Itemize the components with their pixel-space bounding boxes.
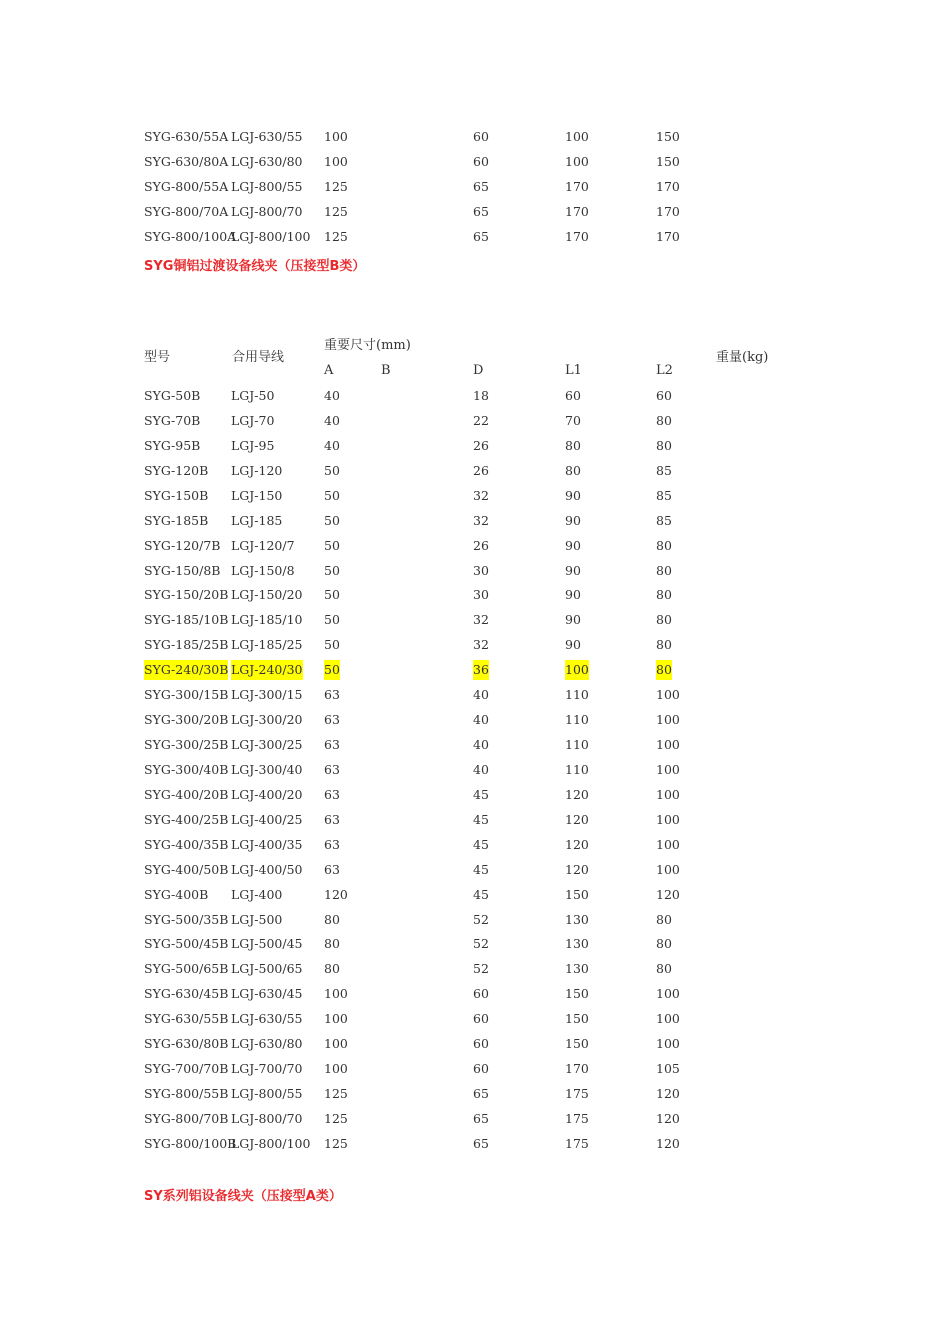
model-cell: SYG-800/100B [144, 1135, 237, 1151]
a-cell: 50 [324, 587, 340, 603]
a-cell: 50 [324, 612, 340, 628]
model-cell: SYG-240/30B [144, 660, 228, 680]
d-cell: 30 [473, 562, 489, 578]
table-row [0, 536, 950, 556]
a-cell: 63 [324, 811, 340, 827]
model-cell: SYG-300/20B [144, 712, 229, 728]
a-cell: 125 [324, 1086, 348, 1102]
table-row [0, 561, 950, 581]
a-cell: 63 [324, 836, 340, 852]
d-cell: 45 [473, 886, 489, 902]
l2-cell: 150 [656, 129, 680, 144]
a-cell: 50 [324, 637, 340, 653]
l2-cell: 80 [656, 911, 672, 927]
d-cell: 52 [473, 911, 489, 927]
l1-cell: 80 [565, 437, 581, 453]
conductor-cell: LGJ-120 [231, 462, 283, 478]
l1-cell: 110 [565, 712, 589, 728]
d-cell: 60 [473, 986, 489, 1002]
a-cell: 63 [324, 761, 340, 777]
l1-cell: 90 [565, 637, 581, 653]
l1-cell: 110 [565, 761, 589, 777]
a-cell: 100 [324, 1011, 348, 1027]
a-cell: 63 [324, 737, 340, 753]
conductor-cell: LGJ-400 [231, 886, 283, 902]
d-cell: 26 [473, 537, 489, 553]
conductor-cell: LGJ-70 [231, 412, 275, 428]
table-row [0, 1009, 950, 1029]
d-cell: 60 [473, 1011, 489, 1027]
l2-cell: 80 [656, 660, 672, 680]
d-cell: 40 [473, 687, 489, 703]
a-cell: 100 [324, 1061, 348, 1077]
l1-cell: 120 [565, 836, 589, 852]
l1-cell: 130 [565, 961, 589, 977]
a-cell: 40 [324, 412, 340, 428]
l2-cell: 80 [656, 637, 672, 653]
conductor-cell: LGJ-700/70 [231, 1061, 303, 1077]
l2-cell: 170 [656, 203, 680, 219]
l2-cell: 85 [656, 487, 672, 503]
a-cell: 50 [324, 512, 340, 528]
conductor-cell: LGJ-50 [231, 388, 275, 403]
d-cell: 52 [473, 961, 489, 977]
d-cell: 60 [473, 153, 489, 169]
table-row [0, 461, 950, 481]
conductor-cell: LGJ-120/7 [231, 537, 295, 553]
l2-cell: 80 [656, 612, 672, 628]
l2-cell: 80 [656, 587, 672, 603]
a-cell: 100 [324, 986, 348, 1002]
d-cell: 26 [473, 462, 489, 478]
l1-cell: 100 [565, 153, 589, 169]
conductor-cell: LGJ-500/45 [231, 936, 303, 952]
model-cell: SYG-120B [144, 462, 209, 478]
l2-cell: 100 [656, 861, 680, 877]
table-row [0, 735, 950, 755]
l2-cell: 85 [656, 512, 672, 528]
model-cell: SYG-500/45B [144, 936, 229, 952]
l1-cell: 100 [565, 129, 589, 144]
conductor-cell: LGJ-630/80 [231, 153, 303, 169]
a-cell: 40 [324, 388, 340, 403]
a-cell: 80 [324, 961, 340, 977]
a-cell: 125 [324, 203, 348, 219]
a-cell: 100 [324, 129, 348, 144]
l1-cell: 120 [565, 861, 589, 877]
model-cell: SYG-630/80A [144, 153, 229, 169]
model-cell: SYG-630/55B [144, 1011, 229, 1027]
a-cell: 50 [324, 660, 340, 680]
model-cell: SYG-400/25B [144, 811, 229, 827]
a-cell: 80 [324, 911, 340, 927]
table-row [0, 810, 950, 830]
model-cell: SYG-630/80B [144, 1036, 229, 1052]
table-row [0, 177, 950, 197]
model-cell: SYG-800/70A [144, 203, 229, 219]
d-cell: 65 [473, 228, 489, 244]
a-cell: 100 [324, 153, 348, 169]
l2-cell: 120 [656, 1135, 680, 1151]
model-cell: SYG-630/55A [144, 129, 229, 144]
conductor-cell: LGJ-630/80 [231, 1036, 303, 1052]
model-cell: SYG-300/40B [144, 761, 229, 777]
a-cell: 50 [324, 462, 340, 478]
l1-cell: 170 [565, 228, 589, 244]
l2-cell: 100 [656, 712, 680, 728]
conductor-cell: LGJ-300/20 [231, 712, 303, 728]
l2-cell: 80 [656, 961, 672, 977]
model-cell: SYG-800/70B [144, 1110, 229, 1126]
table-row [0, 984, 950, 1004]
l2-cell: 80 [656, 562, 672, 578]
l1-cell: 120 [565, 786, 589, 802]
l1-cell: 150 [565, 1036, 589, 1052]
header-b: B [381, 363, 391, 378]
conductor-cell: LGJ-400/25 [231, 811, 303, 827]
model-cell: SYG-95B [144, 437, 201, 453]
table-row [0, 227, 950, 247]
header-weight: 重量(kg) [716, 350, 769, 365]
table-row [0, 1134, 950, 1154]
model-cell: SYG-500/65B [144, 961, 229, 977]
model-cell: SYG-50B [144, 388, 201, 403]
l1-cell: 90 [565, 587, 581, 603]
l2-cell: 100 [656, 1011, 680, 1027]
table-row [0, 585, 950, 605]
a-cell: 120 [324, 886, 348, 902]
model-cell: SYG-185/10B [144, 612, 229, 628]
model-cell: SYG-400/35B [144, 836, 229, 852]
model-cell: SYG-500/35B [144, 911, 229, 927]
table-row [0, 835, 950, 855]
l2-cell: 105 [656, 1061, 680, 1077]
conductor-cell: LGJ-240/30 [231, 660, 303, 680]
conductor-cell: LGJ-400/20 [231, 786, 303, 802]
model-cell: SYG-700/70B [144, 1061, 229, 1077]
l1-cell: 90 [565, 537, 581, 553]
l1-cell: 150 [565, 886, 589, 902]
d-cell: 32 [473, 612, 489, 628]
conductor-cell: LGJ-300/40 [231, 761, 303, 777]
l1-cell: 170 [565, 1061, 589, 1077]
d-cell: 22 [473, 412, 489, 428]
conductor-cell: LGJ-185 [231, 512, 283, 528]
conductor-cell: LGJ-800/55 [231, 178, 303, 194]
conductor-cell: LGJ-800/100 [231, 1135, 311, 1151]
d-cell: 32 [473, 637, 489, 653]
l1-cell: 130 [565, 936, 589, 952]
d-cell: 65 [473, 1110, 489, 1126]
conductor-cell: LGJ-300/15 [231, 687, 303, 703]
header-d: D [473, 363, 484, 378]
l2-cell: 100 [656, 1036, 680, 1052]
d-cell: 65 [473, 1135, 489, 1151]
table-row [0, 910, 950, 930]
l2-cell: 120 [656, 1110, 680, 1126]
model-cell: SYG-70B [144, 412, 201, 428]
d-cell: 32 [473, 487, 489, 503]
d-cell: 40 [473, 761, 489, 777]
model-cell: SYG-800/100A [144, 228, 237, 244]
l1-cell: 150 [565, 1011, 589, 1027]
d-cell: 65 [473, 178, 489, 194]
d-cell: 40 [473, 712, 489, 728]
conductor-cell: LGJ-800/55 [231, 1086, 303, 1102]
d-cell: 45 [473, 811, 489, 827]
l2-cell: 100 [656, 836, 680, 852]
table-row [0, 934, 950, 954]
table-row [0, 885, 950, 905]
header-l1: L1 [565, 363, 582, 378]
table-row [0, 610, 950, 630]
a-cell: 125 [324, 1110, 348, 1126]
d-cell: 45 [473, 861, 489, 877]
a-cell: 100 [324, 1036, 348, 1052]
conductor-cell: LGJ-800/70 [231, 203, 303, 219]
header-conductor: 合用导线 [232, 350, 285, 365]
model-cell: SYG-120/7B [144, 537, 221, 553]
l1-cell: 130 [565, 911, 589, 927]
l1-cell: 90 [565, 512, 581, 528]
d-cell: 60 [473, 1061, 489, 1077]
table-row [0, 511, 950, 531]
conductor-cell: LGJ-150 [231, 487, 283, 503]
model-cell: SYG-150/20B [144, 587, 229, 603]
table-row [0, 760, 950, 780]
a-cell: 63 [324, 687, 340, 703]
table-row [0, 710, 950, 730]
conductor-cell: LGJ-185/10 [231, 612, 303, 628]
l2-cell: 100 [656, 786, 680, 802]
l1-cell: 80 [565, 462, 581, 478]
l2-cell: 100 [656, 737, 680, 753]
conductor-cell: LGJ-630/45 [231, 986, 303, 1002]
d-cell: 40 [473, 737, 489, 753]
header-dims-group: 重要尺寸(mm) [324, 338, 411, 353]
d-cell: 18 [473, 388, 489, 403]
conductor-cell: LGJ-150/20 [231, 587, 303, 603]
table-row [0, 436, 950, 456]
table-row [0, 152, 950, 172]
header-model: 型号 [144, 350, 171, 365]
l2-cell: 100 [656, 811, 680, 827]
conductor-cell: LGJ-400/35 [231, 836, 303, 852]
l2-cell: 120 [656, 1086, 680, 1102]
table-row [0, 1059, 950, 1079]
l1-cell: 110 [565, 687, 589, 703]
d-cell: 45 [473, 786, 489, 802]
model-cell: SYG-150B [144, 487, 209, 503]
table-row [0, 1034, 950, 1054]
conductor-cell: LGJ-630/55 [231, 1011, 303, 1027]
l2-cell: 80 [656, 936, 672, 952]
a-cell: 63 [324, 786, 340, 802]
table-row [0, 486, 950, 506]
l1-cell: 70 [565, 412, 581, 428]
table-row [0, 411, 950, 431]
a-cell: 40 [324, 437, 340, 453]
table-row [0, 860, 950, 880]
d-cell: 32 [473, 512, 489, 528]
d-cell: 65 [473, 1086, 489, 1102]
a-cell: 80 [324, 936, 340, 952]
l2-cell: 100 [656, 687, 680, 703]
conductor-cell: LGJ-500 [231, 911, 283, 927]
d-cell: 45 [473, 836, 489, 852]
model-cell: SYG-150/8B [144, 562, 221, 578]
model-cell: SYG-400/20B [144, 786, 229, 802]
l1-cell: 120 [565, 811, 589, 827]
table-row [0, 386, 950, 406]
model-cell: SYG-800/55A [144, 178, 229, 194]
l1-cell: 175 [565, 1110, 589, 1126]
conductor-cell: LGJ-800/70 [231, 1110, 303, 1126]
l2-cell: 170 [656, 178, 680, 194]
a-cell: 50 [324, 537, 340, 553]
l2-cell: 80 [656, 412, 672, 428]
model-cell: SYG-400B [144, 886, 209, 902]
model-cell: SYG-300/25B [144, 737, 229, 753]
model-cell: SYG-185B [144, 512, 209, 528]
table-row [0, 685, 950, 705]
l2-cell: 150 [656, 153, 680, 169]
model-cell: SYG-185/25B [144, 637, 229, 653]
l2-cell: 80 [656, 437, 672, 453]
model-cell: SYG-800/55B [144, 1086, 229, 1102]
d-cell: 60 [473, 129, 489, 144]
d-cell: 36 [473, 660, 489, 680]
l1-cell: 90 [565, 562, 581, 578]
model-cell: SYG-630/45B [144, 986, 229, 1002]
a-cell: 50 [324, 562, 340, 578]
l2-cell: 170 [656, 228, 680, 244]
l2-cell: 100 [656, 761, 680, 777]
l2-cell: 80 [656, 537, 672, 553]
conductor-cell: LGJ-150/8 [231, 562, 295, 578]
d-cell: 60 [473, 1036, 489, 1052]
table-row [0, 660, 950, 680]
a-cell: 125 [324, 228, 348, 244]
header-l2: L2 [656, 363, 673, 378]
table-row [0, 959, 950, 979]
conductor-cell: LGJ-500/65 [231, 961, 303, 977]
d-cell: 26 [473, 437, 489, 453]
conductor-cell: LGJ-300/25 [231, 737, 303, 753]
a-cell: 63 [324, 712, 340, 728]
conductor-cell: LGJ-630/55 [231, 129, 303, 144]
model-cell: SYG-300/15B [144, 687, 229, 703]
l1-cell: 150 [565, 986, 589, 1002]
section-b-title: SYG铜铝过渡设备线夹（压接型B类） [144, 259, 366, 274]
conductor-cell: LGJ-185/25 [231, 637, 303, 653]
l1-cell: 175 [565, 1086, 589, 1102]
table-row [0, 635, 950, 655]
table-row [0, 785, 950, 805]
table-row [0, 1109, 950, 1129]
d-cell: 30 [473, 587, 489, 603]
a-cell: 125 [324, 1135, 348, 1151]
l1-cell: 60 [565, 388, 581, 403]
l1-cell: 90 [565, 612, 581, 628]
header-a: A [324, 363, 334, 378]
table-row [0, 127, 950, 147]
l1-cell: 110 [565, 737, 589, 753]
table-row [0, 202, 950, 222]
l1-cell: 170 [565, 203, 589, 219]
model-cell: SYG-400/50B [144, 861, 229, 877]
l2-cell: 120 [656, 886, 680, 902]
l1-cell: 170 [565, 178, 589, 194]
l2-cell: 60 [656, 388, 672, 403]
a-cell: 125 [324, 178, 348, 194]
conductor-cell: LGJ-400/50 [231, 861, 303, 877]
l1-cell: 100 [565, 660, 589, 680]
conductor-cell: LGJ-800/100 [231, 228, 311, 244]
section-sy-title: SY系列铝设备线夹（压接型A类） [144, 1189, 342, 1204]
l2-cell: 100 [656, 986, 680, 1002]
table-row [0, 1084, 950, 1104]
d-cell: 65 [473, 203, 489, 219]
l1-cell: 90 [565, 487, 581, 503]
d-cell: 52 [473, 936, 489, 952]
l2-cell: 85 [656, 462, 672, 478]
a-cell: 50 [324, 487, 340, 503]
conductor-cell: LGJ-95 [231, 437, 275, 453]
l1-cell: 175 [565, 1135, 589, 1151]
a-cell: 63 [324, 861, 340, 877]
